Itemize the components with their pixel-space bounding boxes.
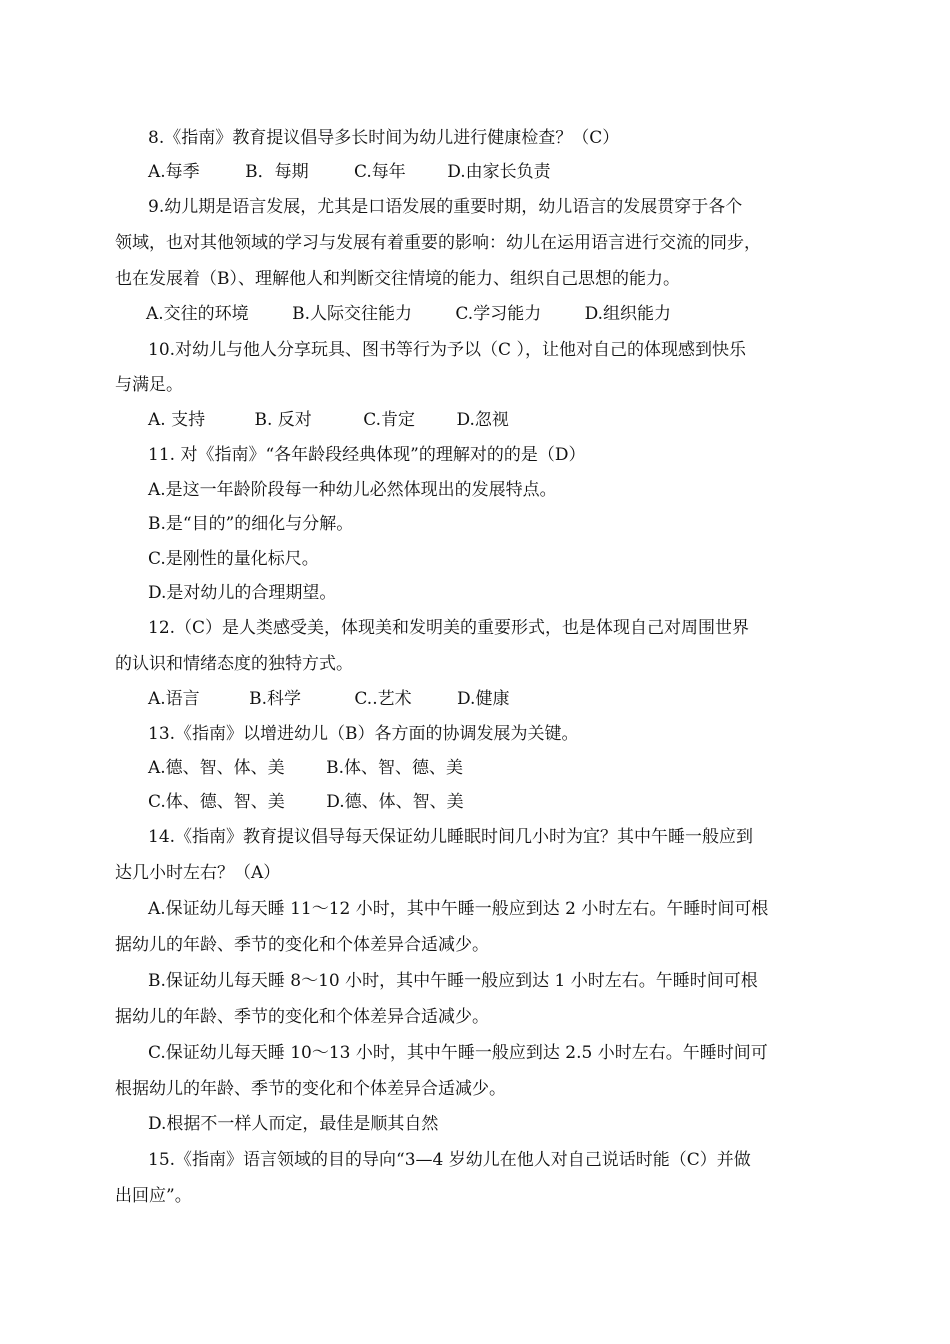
option-a: A. 支持 [148, 410, 206, 430]
question-11-option-c: C.是刚性的量化标尺。 [148, 549, 319, 569]
question-11-option-b: B.是“目的”的细化与分解。 [148, 514, 354, 534]
option-c: C.每年 [354, 162, 406, 182]
question-13-text: 13.《指南》以增进幼儿（B）各方面的协调发展为关键。 [148, 724, 579, 744]
option-b: B.体、智、德、美 [326, 758, 463, 778]
question-14-text-cont: 达几小时左右？（A） [115, 863, 281, 883]
question-11-option-a: A.是这一年龄阶段每一种幼儿必然体现出的发展特点。 [148, 480, 557, 500]
question-14-option-b-cont: 据幼儿的年龄、季节的变化和个体差异合适减少。 [115, 1007, 489, 1027]
question-14-text: 14.《指南》教育提议倡导每天保证幼儿睡眠时间几小时为宜？其中午睡一般应到 [148, 827, 754, 847]
option-b: B. 反对 [254, 410, 312, 430]
option-d: D.德、体、智、美 [326, 792, 464, 812]
option-c: C.体、德、智、美 [148, 792, 285, 812]
question-12-text-cont: 的认识和情绪态度的独特方式。 [115, 654, 353, 674]
question-10-options [148, 408, 509, 432]
question-10-text: 10.对幼儿与他人分享玩具、图书等行为予以（C ），让他对自己的体现感到快乐 [148, 340, 746, 360]
question-9-options [146, 302, 671, 326]
question-12-options [148, 687, 509, 711]
question-9-text-cont-2: 也在发展着（B）、理解他人和判断交往情境的能力、组织自己思想的能力。 [115, 269, 680, 289]
option-c: C..艺术 [354, 689, 412, 709]
question-9-text: 9.幼儿期是语言发展，尤其是口语发展的重要时期，幼儿语言的发展贯穿于各个 [148, 197, 743, 217]
question-8-options [148, 160, 551, 184]
option-b: B.人际交往能力 [292, 304, 412, 324]
question-8-text: 8.《指南》教育提议倡导多长时间为幼儿进行健康检查？（C） [148, 128, 620, 148]
option-a: A.语言 [148, 689, 200, 709]
option-d: D.健康 [457, 689, 510, 709]
option-b: B．每期 [245, 162, 309, 182]
question-12-text: 12.（C）是人类感受美，体现美和发明美的重要形式，也是体现自己对周围世界 [148, 618, 750, 638]
question-15-text: 15.《指南》语言领域的目的导向“3—4 岁幼儿在他人对自己说话时能（C）并做 [148, 1150, 751, 1170]
question-11-option-d: D.是对幼儿的合理期望。 [148, 583, 337, 603]
question-13-options-row-1 [148, 756, 463, 780]
option-b: B.科学 [249, 689, 301, 709]
option-d: D.忽视 [456, 410, 509, 430]
question-14-option-a: A.保证幼儿每天睡 11～12 小时，其中午睡一般应到达 2 小时左右。午睡时间可根 [148, 899, 769, 919]
question-10-text-cont: 与满足。 [115, 375, 183, 395]
question-14-option-c-cont: 根据幼儿的年龄、季节的变化和个体差异合适减少。 [115, 1079, 506, 1099]
option-d: D.由家长负责 [447, 162, 551, 182]
question-13-options-row-2 [148, 790, 464, 814]
option-c: C.学习能力 [455, 304, 542, 324]
question-11-text: 11. 对《指南》“各年龄段经典体现”的理解对的的是（D） [148, 445, 586, 465]
option-a: A.交往的环境 [146, 304, 249, 324]
question-14-option-b: B.保证幼儿每天睡 8～10 小时，其中午睡一般应到达 1 小时左右。午睡时间可根 [148, 971, 758, 991]
option-a: A.每季 [148, 162, 200, 182]
question-14-option-d: D.根据不一样人而定，最佳是顺其自然 [148, 1114, 439, 1134]
question-9-text-cont-1: 领域，也对其他领域的学习与发展有着重要的影响：幼儿在运用语言进行交流的同步， [115, 233, 761, 253]
option-a: A.德、智、体、美 [148, 758, 285, 778]
question-14-option-c: C.保证幼儿每天睡 10～13 小时，其中午睡一般应到达 2.5 小时左右。午睡时间可 [148, 1043, 768, 1063]
question-14-option-a-cont: 据幼儿的年龄、季节的变化和个体差异合适减少。 [115, 935, 489, 955]
option-c: C.肯定 [363, 410, 416, 430]
option-d: D.组织能力 [584, 304, 672, 324]
question-15-text-cont: 出回应”。 [115, 1186, 192, 1206]
